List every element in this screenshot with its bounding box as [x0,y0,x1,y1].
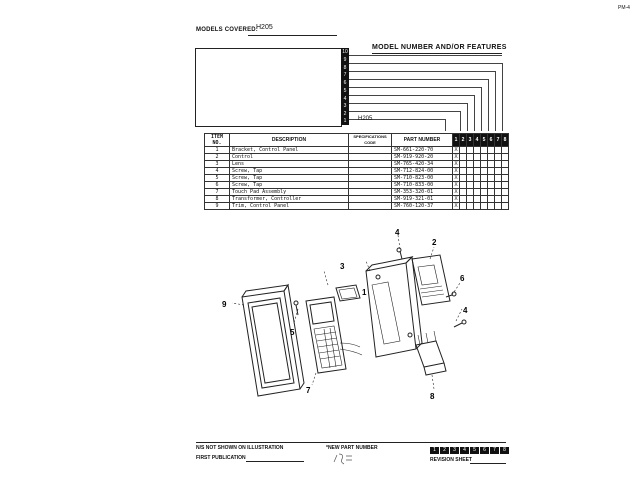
model-row-number: 4 [343,96,347,102]
screw-part-4-top [397,248,402,259]
model-row-number: 2 [343,111,347,117]
footer-box: 4 [460,447,469,454]
part-number: SM-760-120-37 [392,203,453,210]
models-covered-value: H205 [256,24,273,31]
model-row-number: 9 [343,57,347,63]
callout-label: 9 [222,300,227,309]
model-mark: X [454,182,458,188]
model-cell [467,189,474,196]
exploded-view-illustration [220,225,480,420]
handwritten-mark [332,452,354,466]
models-covered-underline [248,35,337,36]
model-drop-line [481,87,482,131]
model-line [349,95,474,96]
footer-box: 6 [480,447,489,454]
lens-part [336,285,360,301]
model-cell [460,168,467,175]
first-publication-label: FIRST PUBLICATION [196,455,246,461]
table-row [205,161,509,168]
model-cell [474,203,481,210]
footer-box: 8 [500,447,509,454]
model-cell [467,196,474,203]
screw-part-5 [294,301,298,315]
header-model: 5 [481,134,488,147]
table-row [205,203,509,210]
model-cell [460,196,467,203]
item-description: Touch Pad Assembly [230,189,349,196]
callout-label: 5 [290,328,295,337]
specs-cell [349,196,392,203]
model-line [349,103,467,104]
model-cell [502,161,509,168]
model-row-number: 5 [343,88,347,94]
model-cell [502,196,509,203]
model-cell [488,203,495,210]
model-drop-line [467,103,468,131]
new-part-note: *NEW PART NUMBER [326,445,378,451]
model-cell [460,161,467,168]
callout-label: 1 [362,288,367,297]
model-cell [495,175,502,182]
header-part-number: PART NUMBER [392,134,453,147]
item-number: 8 [205,196,230,203]
model-cell [481,182,488,189]
header-model: 1 [453,134,460,147]
model-row-numbers [341,48,349,125]
model-cell [467,175,474,182]
model-number-rule [372,53,502,54]
model-cell [495,189,502,196]
table-row [205,182,509,189]
model-drop-line [502,63,503,131]
model-mark: X [454,203,458,209]
model-mark: X [454,175,458,181]
specs-cell [349,203,392,210]
model-cell [495,147,502,154]
table-row [205,189,509,196]
part-number: SM-710-823-00 [392,175,453,182]
model-line [349,55,502,56]
item-description: Bracket, Control Panel [230,147,349,154]
item-description: Control [230,154,349,161]
model-mark: X [454,189,458,195]
footer-box: 5 [470,447,479,454]
model-cell [460,175,467,182]
model-cell [502,168,509,175]
part-number: SM-765-420-34 [392,161,453,168]
item-number: 9 [205,203,230,210]
table-row [205,168,509,175]
model-cell [474,147,481,154]
model-cell [488,196,495,203]
model-cell [474,182,481,189]
model-row-number: 8 [343,65,347,71]
item-number: 2 [205,154,230,161]
model-cell [481,203,488,210]
model-mark: X [454,161,458,167]
model-cell [474,154,481,161]
revision-sheet-label: REVISION SHEET [430,457,472,463]
model-cell [460,203,467,210]
model-line [349,63,502,64]
model-cell [502,189,509,196]
touch-pad-assembly-part [306,297,362,373]
callout-label: 4 [395,228,400,237]
footer-box: 7 [490,447,499,454]
item-description: Screw, Tap [230,182,349,189]
model-cell [488,161,495,168]
model-cell [488,182,495,189]
model-mark: X [454,196,458,202]
model-cell [488,147,495,154]
model-cell [488,175,495,182]
item-description: Trim, Control Panel [230,203,349,210]
transformer-controller-part [416,331,446,375]
model-cell [481,168,488,175]
model-line [349,71,495,72]
table-row [205,154,509,161]
header-model: 4 [474,134,481,147]
model-line [349,111,460,112]
item-number: 6 [205,182,230,189]
item-description: Screw, Tap [230,175,349,182]
model-cell [467,147,474,154]
control-board-part [412,255,450,305]
model-cell [481,196,488,203]
header-model: 3 [467,134,474,147]
model-cell [467,161,474,168]
item-description: Screw, Tap [230,168,349,175]
model-cell [474,196,481,203]
table-row [205,175,509,182]
footer-box: 3 [450,447,459,454]
model-cell [460,147,467,154]
model-cell [481,161,488,168]
parts-table [204,133,509,210]
model-row-number: 10 [342,49,348,55]
model-row-number: 1 [343,118,347,124]
specs-cell [349,147,392,154]
model-mark: X [454,154,458,160]
model-cell [502,175,509,182]
first-publication-line [246,461,304,462]
table-header-row [205,134,509,147]
model-line [349,79,488,80]
model-row-number: 6 [343,80,347,86]
model-row-number: 7 [343,72,347,78]
specs-cell [349,161,392,168]
model-mark: X [454,168,458,174]
revision-sheet-line [470,463,506,464]
model-blank-box [195,48,342,127]
table-row [205,147,509,154]
item-description: Lens [230,161,349,168]
model-drop-line [474,95,475,131]
model-cell [481,175,488,182]
callout-label: 2 [432,238,437,247]
model-cell [488,168,495,175]
part-number: SM-919-321-01 [392,196,453,203]
item-number: 1 [205,147,230,154]
specs-cell [349,168,392,175]
header-model: 2 [460,134,467,147]
model-cell [467,203,474,210]
footer-rule [196,442,506,443]
model-cell [474,189,481,196]
callout-label: 7 [306,386,311,395]
model-cell [467,168,474,175]
models-covered-label: MODELS COVERED: [196,27,259,33]
part-number: SM-353-320-01 [392,189,453,196]
model-drop-line [488,79,489,131]
item-description: Transformer, Controller [230,196,349,203]
model-cell [488,154,495,161]
page-mark: PM-4 [618,5,630,11]
part-number: SM-712-824-00 [392,168,453,175]
header-item: ITEM NO. [205,134,230,147]
model-cell [495,182,502,189]
model-cell [502,147,509,154]
part-number: SM-661-220-70 [392,147,453,154]
model-cell [502,203,509,210]
screw-part-6 [446,292,456,297]
part-number: SM-710-833-00 [392,182,453,189]
header-specs: SPECIFICATIONS CODE [349,134,392,147]
model-cell [474,168,481,175]
bracket-control-panel-part [366,257,422,357]
header-model: 8 [502,134,509,147]
callout-label: 6 [460,274,465,283]
specs-cell [349,182,392,189]
footer-model-boxes [430,447,510,454]
model-cell [474,161,481,168]
part-number: SM-919-920-20 [392,154,453,161]
model-cell [460,182,467,189]
model-drop-line [445,119,446,131]
model-drop-line [460,111,461,131]
model-cell [495,168,502,175]
specs-cell [349,175,392,182]
footer-box: 2 [440,447,449,454]
header-model: 6 [488,134,495,147]
model-cell [495,196,502,203]
model-cell [495,203,502,210]
item-number: 7 [205,189,230,196]
model-row-number: 3 [343,103,347,109]
not-shown-note: N/S NOT SHOWN ON ILLUSTRATION [196,445,284,451]
item-number: 3 [205,161,230,168]
model-line [349,87,481,88]
callout-label: 4 [463,306,468,315]
table-row [205,196,509,203]
item-number: 4 [205,168,230,175]
item-number: 5 [205,175,230,182]
model-drop-line [495,71,496,131]
specs-cell [349,189,392,196]
model-cell [467,182,474,189]
screw-part-4-right [454,320,466,327]
header-description: DESCRIPTION [230,134,349,147]
model-cell [502,182,509,189]
model-cell [481,189,488,196]
model-cell [495,154,502,161]
model-cell [481,154,488,161]
model-cell [488,189,495,196]
model-entry: H205 [358,116,373,122]
model-number-title: MODEL NUMBER AND/OR FEATURES [372,44,507,51]
model-cell [467,154,474,161]
callout-label: 3 [340,262,345,271]
footer-box: 1 [430,447,439,454]
model-cell [495,161,502,168]
model-cell [474,175,481,182]
model-cell [502,154,509,161]
callout-label: 8 [430,392,435,401]
model-cell [460,189,467,196]
model-cell [460,154,467,161]
specs-cell [349,154,392,161]
model-mark: X [454,147,458,153]
header-model: 7 [495,134,502,147]
model-cell [481,147,488,154]
